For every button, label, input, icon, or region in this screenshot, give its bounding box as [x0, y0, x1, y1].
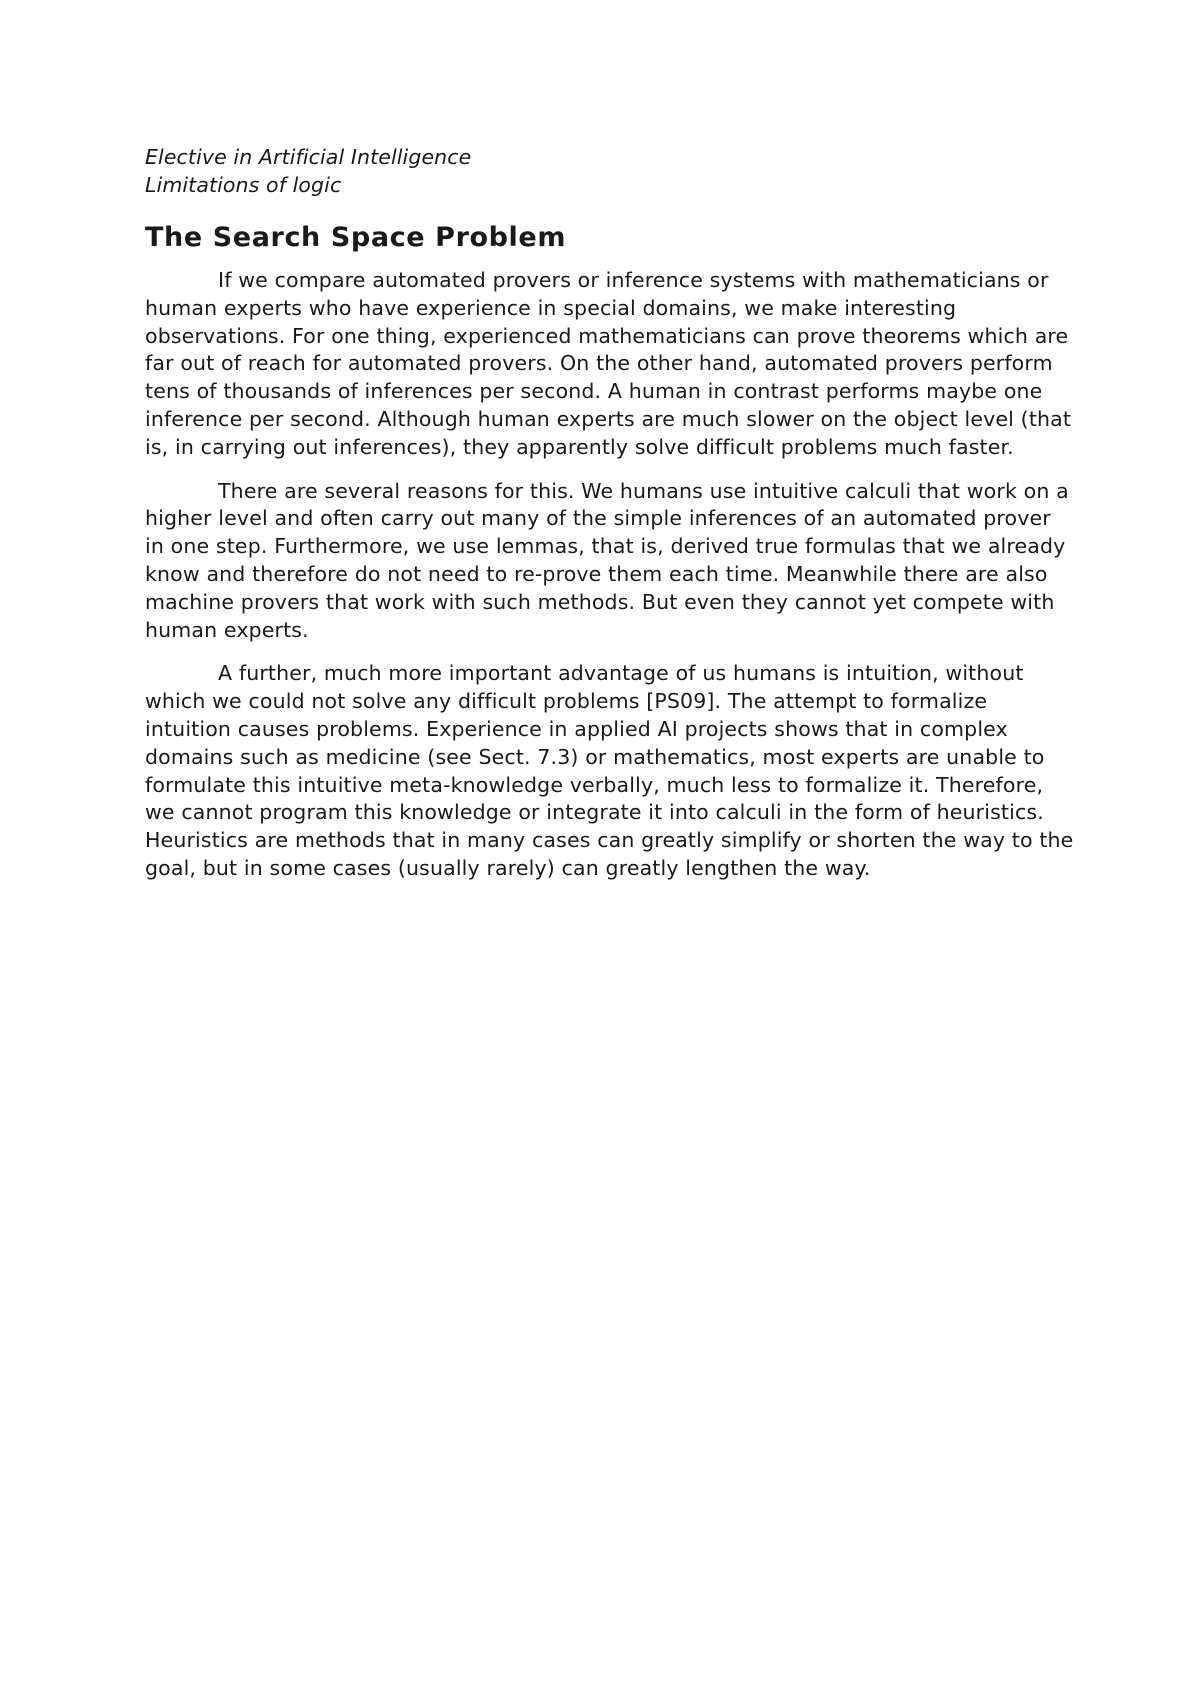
- paragraph-2: There are several reasons for this. We humans use intuitive calculi that work on a higher level and often carry out many of the simple inferences of an automated prover in one step. Furthermore, we use lemmas, that is, derived true formulas that we already know and therefore do not need to re-prove them each time. Meanwhile there are also machine provers that work with such methods. But even they cannot yet compete with human experts.: [145, 478, 1069, 642]
- document-title: The Search Space Problem: [145, 222, 567, 253]
- topic-header: Limitations of logic: [145, 173, 342, 197]
- document-page: [145, 143, 1075, 899]
- paragraph-3: A further, much more important advantage of us humans is intuition, without which we could not solve any difficult problems [PS09]. The attempt to formalize intuition causes problems. Experience in applied AI projects shows that in complex domains such as medicine (see Sect. 7.3) or mathematics, most experts are unable to formulate this intuitive meta-knowledge verbally, much less to formalize it. Therefore, we cannot program this knowledge or integrate it into calculi in the form of heuristics. Heuristics are methods that in many cases can greatly simplify or shorten the way to the goal, but in some cases (usually rarely) can greatly lengthen the way.: [145, 661, 1074, 880]
- paragraph-1: If we compare automated provers or inference systems with mathematicians or human experts who have experience in special domains, we make interesting observations. For one thing, experienced mathematicians can prove theorems which are far out of reach for automated provers. On the other hand, automated provers perform tens of thousands of inferences per second. A human in contrast performs maybe one inference per second. Although human experts are much slower on the object level (that is, in carrying out inferences), they apparently solve difficult problems much faster.: [145, 268, 1072, 459]
- course-header: Elective in Artificial Intelligence: [145, 145, 472, 169]
